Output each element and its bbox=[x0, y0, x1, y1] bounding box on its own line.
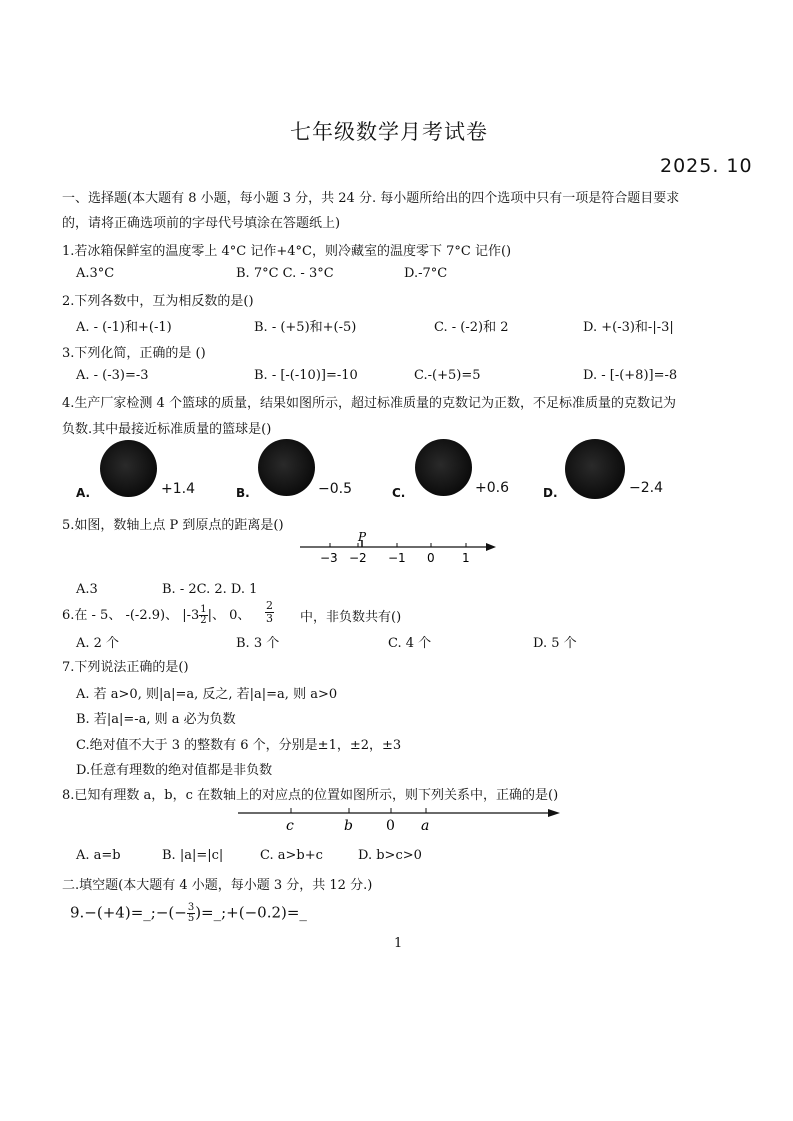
q8-label-c: c bbox=[286, 818, 294, 834]
q7-option-b: B. 若|a|=-a, 则 a 必为负数 bbox=[76, 712, 236, 727]
q2-option-b: B. - (+5)和+(-5) bbox=[254, 320, 357, 335]
q1-stem: 1.若冰箱保鲜室的温度零上 4°C 记作+4°C，则冷藏室的温度零下 7°C 记作() bbox=[62, 244, 512, 259]
q8-label-b: b bbox=[344, 818, 353, 834]
q6-option-a: A. 2 个 bbox=[76, 636, 120, 651]
section1-instructions-line1: 一、选择题(本大题有 8 小题，每小题 3 分，共 24 分. 每小题所给出的四个选项中只有一项是符合题目要求 bbox=[62, 191, 680, 206]
page-title: 七年级数学月考试卷 bbox=[290, 120, 488, 144]
q6-option-b: B. 3 个 bbox=[236, 636, 280, 651]
q6-option-c: C. 4 个 bbox=[388, 636, 432, 651]
basketball-a-image bbox=[100, 440, 157, 497]
q5-point-p-label: P bbox=[358, 530, 367, 544]
q9-fraction-numerator: 3 bbox=[187, 902, 195, 913]
q6-stem-pre: 6.在 - 5、 -(-2.9)、 |-3 bbox=[62, 608, 200, 623]
q6-mixed-denominator: 2 bbox=[200, 615, 207, 626]
q8-number-line bbox=[236, 800, 562, 836]
section1-instructions-line2: 的，请将正确选项前的字母代号填涂在答题纸上) bbox=[62, 216, 341, 231]
q2-option-a: A. - (-1)和+(-1) bbox=[76, 320, 172, 335]
q3-stem: 3.下列化简，正确的是 () bbox=[62, 346, 206, 361]
q6-mixed-fraction bbox=[199, 605, 207, 626]
q6-option-d: D. 5 个 bbox=[533, 636, 577, 651]
exam-date: 2025. 10 bbox=[660, 155, 753, 177]
q3-option-a: A. - (-3)=-3 bbox=[76, 368, 149, 383]
q2-stem: 2.下列各数中，互为相反数的是() bbox=[62, 294, 254, 309]
q6-stem-post: 中，非负数共有() bbox=[300, 610, 402, 625]
q8-option-d: D. b>c>0 bbox=[358, 848, 422, 863]
q6-fraction-denominator: 3 bbox=[266, 612, 273, 625]
q2-option-c: C. - (-2)和 2 bbox=[434, 320, 509, 335]
q6-fraction-numerator: 2 bbox=[266, 599, 273, 612]
q7-option-c: C.绝对值不大于 3 的整数有 6 个，分别是±1，±2，±3 bbox=[76, 738, 402, 753]
q7-option-d: D.任意有理数的绝对值都是非负数 bbox=[76, 763, 273, 778]
q1-option-a: A.3°C bbox=[76, 266, 115, 281]
q5-tick-label: −1 bbox=[388, 551, 406, 565]
q7-option-a: A. 若 a>0, 则|a|=a, 反之, 若|a|=a, 则 a>0 bbox=[76, 687, 338, 702]
q8-stem: 8.已知有理数 a，b，c 在数轴上的对应点的位置如图所示，则下列关系中，正确的是() bbox=[62, 788, 559, 803]
q8-label-a: a bbox=[421, 818, 430, 834]
basketball-c-letter: C. bbox=[392, 486, 406, 500]
q5-tick-label: −3 bbox=[320, 551, 338, 565]
q3-option-d: D. - [-(+8)]=-8 bbox=[583, 368, 678, 383]
q9-stem bbox=[70, 903, 307, 924]
q9-part2: )=_;+(−0.2)=_ bbox=[195, 903, 307, 922]
q8-option-a: A. a=b bbox=[76, 848, 121, 863]
q4-stem-line2: 负数.其中最接近标准质量的篮球是() bbox=[62, 422, 272, 437]
q8-axis-arrow bbox=[548, 809, 560, 817]
q9-part1: 9.−(+4)=_;−(− bbox=[70, 903, 187, 922]
q6-fraction bbox=[265, 600, 274, 625]
page-number: 1 bbox=[394, 936, 403, 951]
q7-stem: 7.下列说法正确的是() bbox=[62, 660, 189, 675]
q5-number-line bbox=[300, 530, 500, 570]
q6-mixed-numerator: 1 bbox=[200, 604, 207, 615]
q5-option-a: A.3 bbox=[76, 582, 98, 597]
q6-two-thirds bbox=[265, 600, 274, 625]
q3-option-b: B. - [-(-10)]=-10 bbox=[254, 368, 358, 383]
q9-fraction bbox=[187, 903, 195, 924]
q2-option-d: D. +(-3)和-|-3| bbox=[583, 320, 674, 335]
section2-instructions: 二.填空题(本大题有 4 小题，每小题 3 分，共 12 分.) bbox=[62, 878, 373, 893]
q6-stem bbox=[62, 604, 250, 626]
basketball-c-value: +0.6 bbox=[475, 480, 509, 496]
q1-option-d: D.-7°C bbox=[404, 266, 448, 281]
basketball-b-letter: B. bbox=[236, 486, 250, 500]
basketball-c-image bbox=[415, 439, 472, 496]
basketball-a-value: +1.4 bbox=[161, 481, 195, 497]
q6-stem-mid: |、 0、 bbox=[207, 608, 251, 623]
basketball-a-letter: A. bbox=[76, 486, 91, 500]
q5-stem: 5.如图，数轴上点 P 到原点的距离是() bbox=[62, 518, 284, 533]
q3-option-c: C.-(+5)=5 bbox=[414, 368, 481, 383]
basketball-b-image bbox=[258, 439, 315, 496]
q4-stem-line1: 4.生产厂家检测 4 个篮球的质量，结果如图所示，超过标准质量的克数记为正数，不足标准质量的克数记为 bbox=[62, 396, 676, 411]
basketball-d-value: −2.4 bbox=[629, 480, 663, 496]
q8-option-c: C. a>b+c bbox=[260, 848, 323, 863]
q1-option-bc: B. 7°C C. - 3°C bbox=[236, 266, 334, 281]
basketball-d-image bbox=[565, 439, 625, 499]
q5-tick-label: 0 bbox=[427, 551, 435, 565]
basketball-b-value: −0.5 bbox=[318, 481, 352, 497]
q8-option-b: B. |a|=|c| bbox=[162, 848, 224, 863]
basketball-d-letter: D. bbox=[543, 486, 558, 500]
q9-fraction-denominator: 5 bbox=[187, 913, 195, 924]
q5-axis-arrow bbox=[486, 543, 496, 551]
q5-tick-label: 1 bbox=[462, 551, 470, 565]
q8-label-zero: 0 bbox=[386, 818, 395, 834]
q5-option-bcd: B. - 2C. 2. D. 1 bbox=[162, 582, 258, 597]
q5-tick-label: −2 bbox=[349, 551, 367, 565]
